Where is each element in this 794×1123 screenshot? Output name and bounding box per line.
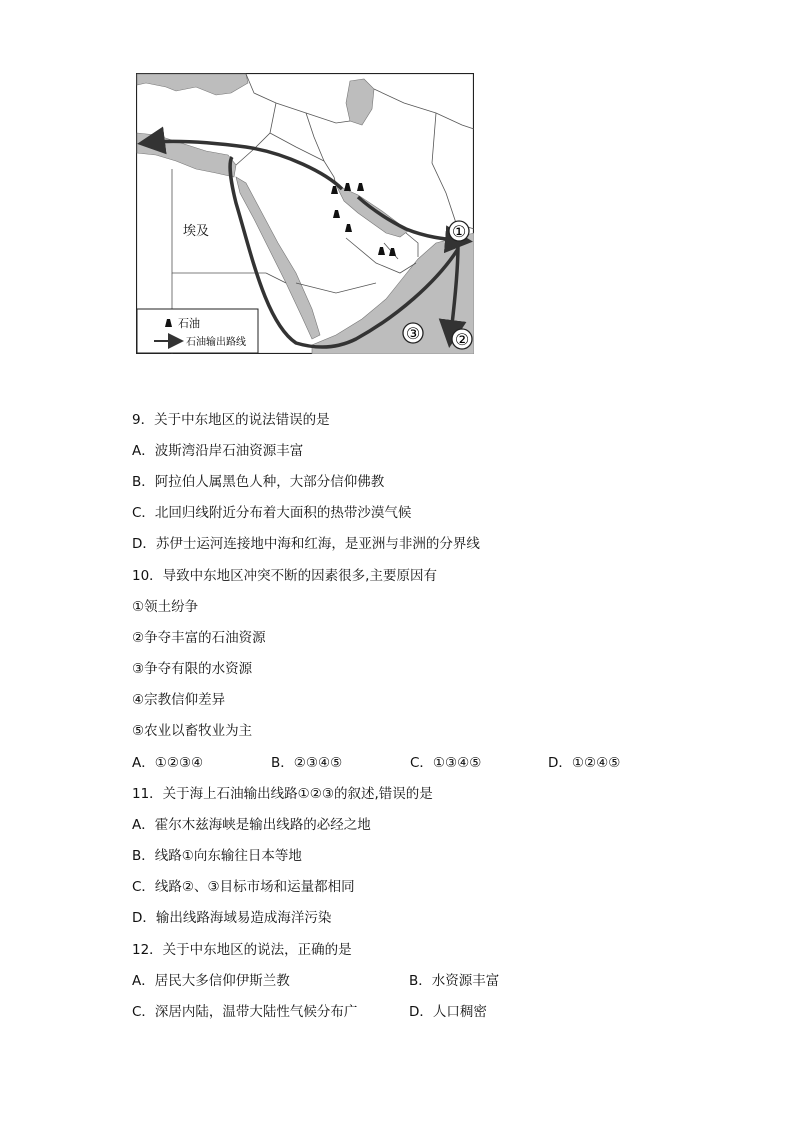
q12-option-c: C．深居内陆，温带大陆性气候分布广: [132, 1004, 358, 1020]
q11-option-b: B．线路①向东输往日本等地: [132, 848, 302, 864]
q12-option-b: B．水资源丰富: [409, 973, 500, 989]
q11-option-c: C．线路②、③目标市场和运量都相同: [132, 879, 355, 895]
q10-option-d: D．①②④⑤: [548, 755, 621, 771]
q10-option-b: B．②③④⑤: [271, 755, 343, 771]
q12-option-d: D．人口稠密: [409, 1004, 487, 1020]
route-2-label: ②: [454, 330, 470, 349]
legend-route-label: 石油输出路线: [186, 337, 246, 348]
q10-item-2: ②争夺丰富的石油资源: [132, 630, 266, 646]
q10-item-4: ④宗教信仰差异: [132, 692, 226, 708]
q10-item-5: ⑤农业以畜牧业为主: [132, 723, 253, 739]
route-3-label: ③: [405, 324, 421, 343]
map-svg: [136, 73, 474, 354]
q9-option-b: B．阿拉伯人属黑色人种，大部分信仰佛教: [132, 474, 385, 490]
q9-option-a: A．波斯湾沿岸石油资源丰富: [132, 443, 304, 459]
middle-east-oil-map: [136, 73, 474, 354]
q11-option-a: A．霍尔木兹海峡是输出线路的必经之地: [132, 817, 371, 833]
q12-stem: 12．关于中东地区的说法，正确的是: [132, 942, 352, 958]
q10-item-1: ①领土纷争: [132, 599, 199, 615]
egypt-label: 埃及: [183, 224, 210, 239]
q9-stem: 9．关于中东地区的说法错误的是: [132, 412, 330, 428]
legend-oil-label: 石油: [178, 317, 200, 330]
map-legend: [137, 309, 258, 353]
q9-option-d: D．苏伊士运河连接地中海和红海，是亚洲与非洲的分界线: [132, 536, 480, 552]
route-1-label: ①: [451, 222, 467, 241]
q11-stem: 11．关于海上石油输出线路①②③的叙述,错误的是: [132, 786, 433, 802]
q10-option-c: C．①③④⑤: [410, 755, 482, 771]
q12-option-a: A．居民大多信仰伊斯兰教: [132, 973, 290, 989]
q11-option-d: D．输出线路海域易造成海洋污染: [132, 910, 332, 926]
q10-option-a: A．①②③④: [132, 755, 204, 771]
q9-option-c: C．北回归线附近分布着大面积的热带沙漠气候: [132, 505, 412, 521]
q10-item-3: ③争夺有限的水资源: [132, 661, 253, 677]
q10-stem: 10．导致中东地区冲突不断的因素很多,主要原因有: [132, 568, 437, 584]
